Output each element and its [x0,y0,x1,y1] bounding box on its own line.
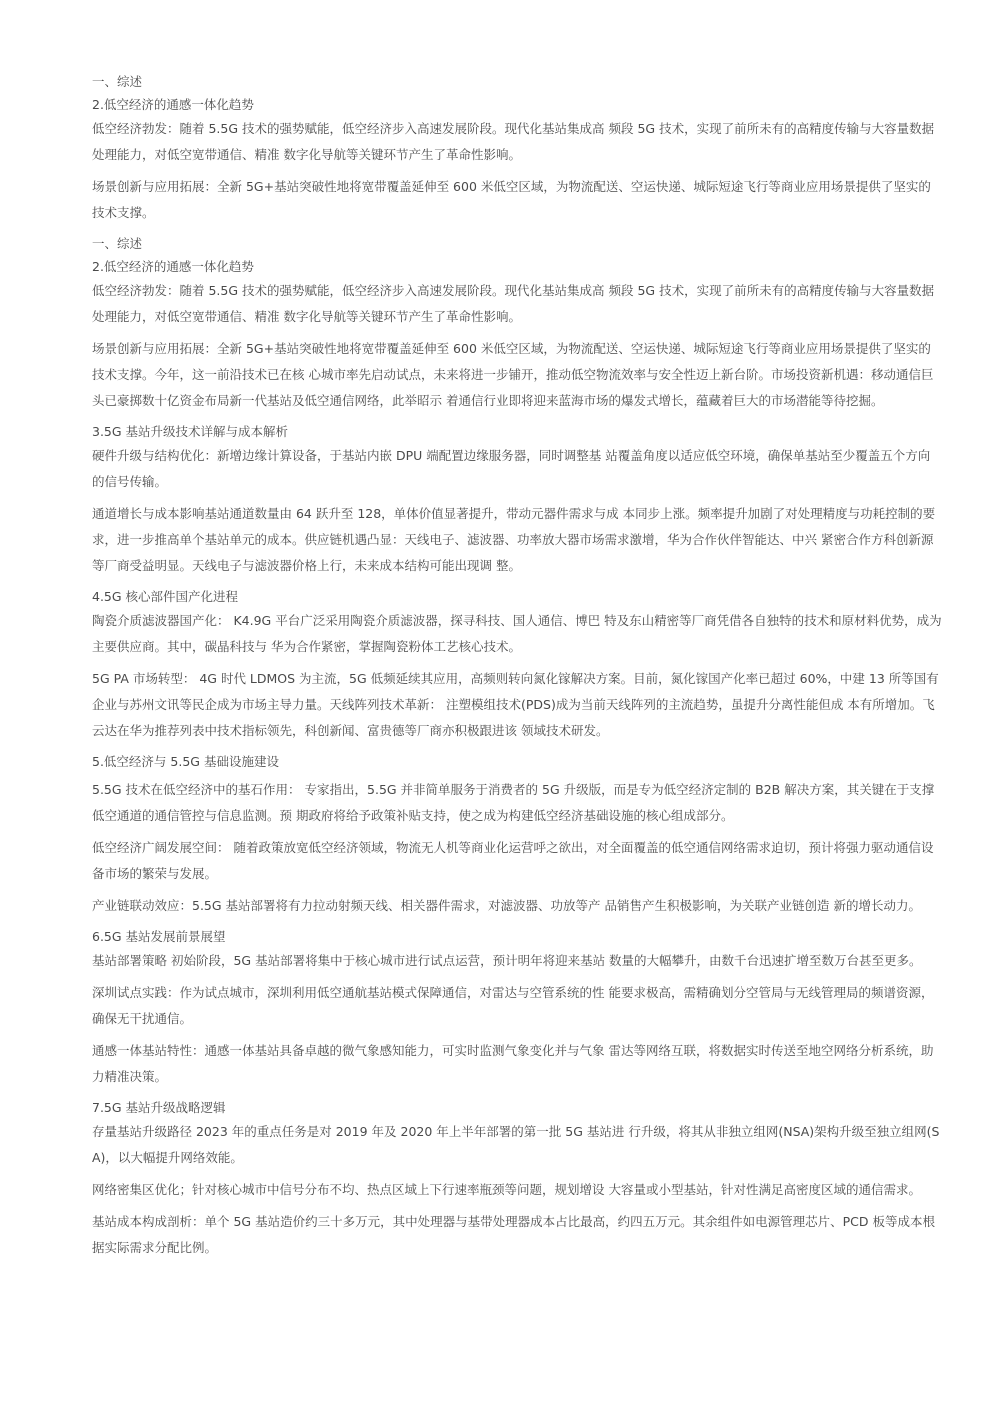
paragraph: 低空经济勃发：随着 5.5G 技术的强势赋能，低空经济步入高速发展阶段。现代化基站集成高 频段 5G 技术，实现了前所未有的高精度传输与大容量数据处理能力，对低空宽带通信、精准 数字化导航等关键环节产生了革命性影响。 [92,121,935,162]
paragraph: 网络密集区优化；针对核心城市中信号分布不均、热点区域上下行速率瓶颈等问题，规划增设 大容量或小型基站，针对性满足高密度区域的通信需求。 [92,1182,921,1197]
section-heading: 一、综述 [92,236,143,251]
section-heading: 2.低空经济的通感一体化趋势 [92,259,254,274]
section-heading: 7.5G 基站升级战略逻辑 [92,1100,226,1115]
paragraph: 低空经济广阔发展空间： 随着政策放宽低空经济领域，物流无人机等商业化运营呼之欲出，对全面覆盖的低空通信网络需求迫切，预计将强力驱动通信设备市场的繁荣与发展。 [92,840,934,881]
paragraph: 产业链联动效应：5.5G 基站部署将有力拉动射频天线、相关器件需求，对滤波器、功放等产 品销售产生积极影响，为关联产业链创造 新的增长动力。 [92,898,921,913]
paragraph: 陶瓷介质滤波器国产化： K4.9G 平台广泛采用陶瓷介质滤波器，探寻科技、国人通信、博巴 特及东山精密等厂商凭借各自独特的技术和原材料优势，成为主要供应商。其中，碳晶科技与 华为合作紧密，掌握陶瓷粉体工艺核心技术。 [92,613,942,654]
section-heading: 5.低空经济与 5.5G 基础设施建设 [92,754,279,769]
paragraph: 存量基站升级路径 2023 年的重点任务是对 2019 年及 2020 年上半年部署的第一批 5G 基站进 行升级，将其从非独立组网(NSA)架构升级至独立组网(SA)，以大幅提升网络效能。 [92,1124,940,1165]
document-body [92,70,942,1261]
paragraph: 通感一体基站特性：通感一体基站具备卓越的微气象感知能力，可实时监测气象变化并与气象 雷达等网络互联，将数据实时传送至地空网络分析系统，助力精准决策。 [92,1043,934,1084]
section-heading: 2.低空经济的通感一体化趋势 [92,97,254,112]
paragraph: 硬件升级与结构优化：新增边缘计算设备，于基站内嵌 DPU 端配置边缘服务器，同时调整基 站覆盖角度以适应低空环境，确保单基站至少覆盖五个方向的信号传输。 [92,448,931,489]
section-heading: 3.5G 基站升级技术详解与成本解析 [92,424,289,439]
paragraph: 基站部署策略 初始阶段，5G 基站部署将集中于核心城市进行试点运营，预计明年将迎来基站 数量的大幅攀升，由数千台迅速扩增至数万台甚至更多。 [92,953,922,968]
paragraph: 低空经济勃发：随着 5.5G 技术的强势赋能，低空经济步入高速发展阶段。现代化基站集成高 频段 5G 技术，实现了前所未有的高精度传输与大容量数据处理能力，对低空宽带通信、精准 数字化导航等关键环节产生了革命性影响。 [92,283,935,324]
section-heading: 4.5G 核心部件国产化进程 [92,589,239,604]
section-heading: 一、综述 [92,74,143,89]
paragraph: 5.5G 技术在低空经济中的基石作用： 专家指出，5.5G 并非简单服务于消费者的 5G 升级版，而是专为低空经济定制的 B2B 解决方案，其关键在于支撑低空通道的通信管控与信息监测。预 期政府将给予政策补贴支持，使之成为构建低空经济基础设施的核心组成部分。 [92,782,935,823]
paragraph: 场景创新与应用拓展：全新 5G+基站突破性地将宽带覆盖延伸至 600 米低空区域，为物流配送、空运快递、城际短途飞行等商业应用场景提供了坚实的技术支撑。 [92,179,931,220]
paragraph: 基站成本构成剖析：单个 5G 基站造价约三十多万元，其中处理器与基带处理器成本占比最高，约四五万元。其余组件如电源管理芯片、PCD 板等成本根据实际需求分配比例。 [92,1214,935,1255]
paragraph: 5G PA 市场转型： 4G 时代 LDMOS 为主流，5G 低频延续其应用，高频则转向氮化镓解决方案。目前，氮化镓国产化率已超过 60%，中建 13 所等国有企业与苏州文讯等民企成为市场主导力量。天线阵列技术革新： 注塑模组技术(PDS)成为当前天线阵列的主流趋势，虽提升分离性能但成 本有所增加。飞云达在华为推荐列表中技术指标领先，科创新闻、富贵德等厂商亦积极跟进该 领域技术研发。 [92,671,939,738]
paragraph: 深圳试点实践：作为试点城市，深圳利用低空通航基站模式保障通信，对雷达与空管系统的性 能要求极高，需精确划分空管局与无线管理局的频谱资源，确保无干扰通信。 [92,985,934,1026]
paragraph: 通道增长与成本影响基站通道数量由 64 跃升至 128，单体价值显著提升，带动元器件需求与成 本同步上涨。频率提升加剧了对处理精度与功耗控制的要求，进一步推高单个基站单元的成本。供应链机遇凸显：天线电子、滤波器、功率放大器市场需求激增，华为合作伙伴智能达、中兴 紧密合作方科创新源等厂商受益明显。天线电子与滤波器价格上行，未来成本结构可能出现调 整。 [92,506,936,573]
paragraph: 场景创新与应用拓展：全新 5G+基站突破性地将宽带覆盖延伸至 600 米低空区域，为物流配送、空运快递、城际短途飞行等商业应用场景提供了坚实的技术支撑。今年，这一前沿技术已在核 心城市率先启动试点，未来将进一步铺开，推动低空物流效率与安全性迈上新台阶。市场投资新机遇：移动通信巨头已豪掷数十亿资金布局新一代基站及低空通信网络，此举昭示 着通信行业即将迎来蓝海市场的爆发式增长，蕴藏着巨大的市场潜能等待挖掘。 [92,341,934,408]
section-heading: 6.5G 基站发展前景展望 [92,929,226,944]
